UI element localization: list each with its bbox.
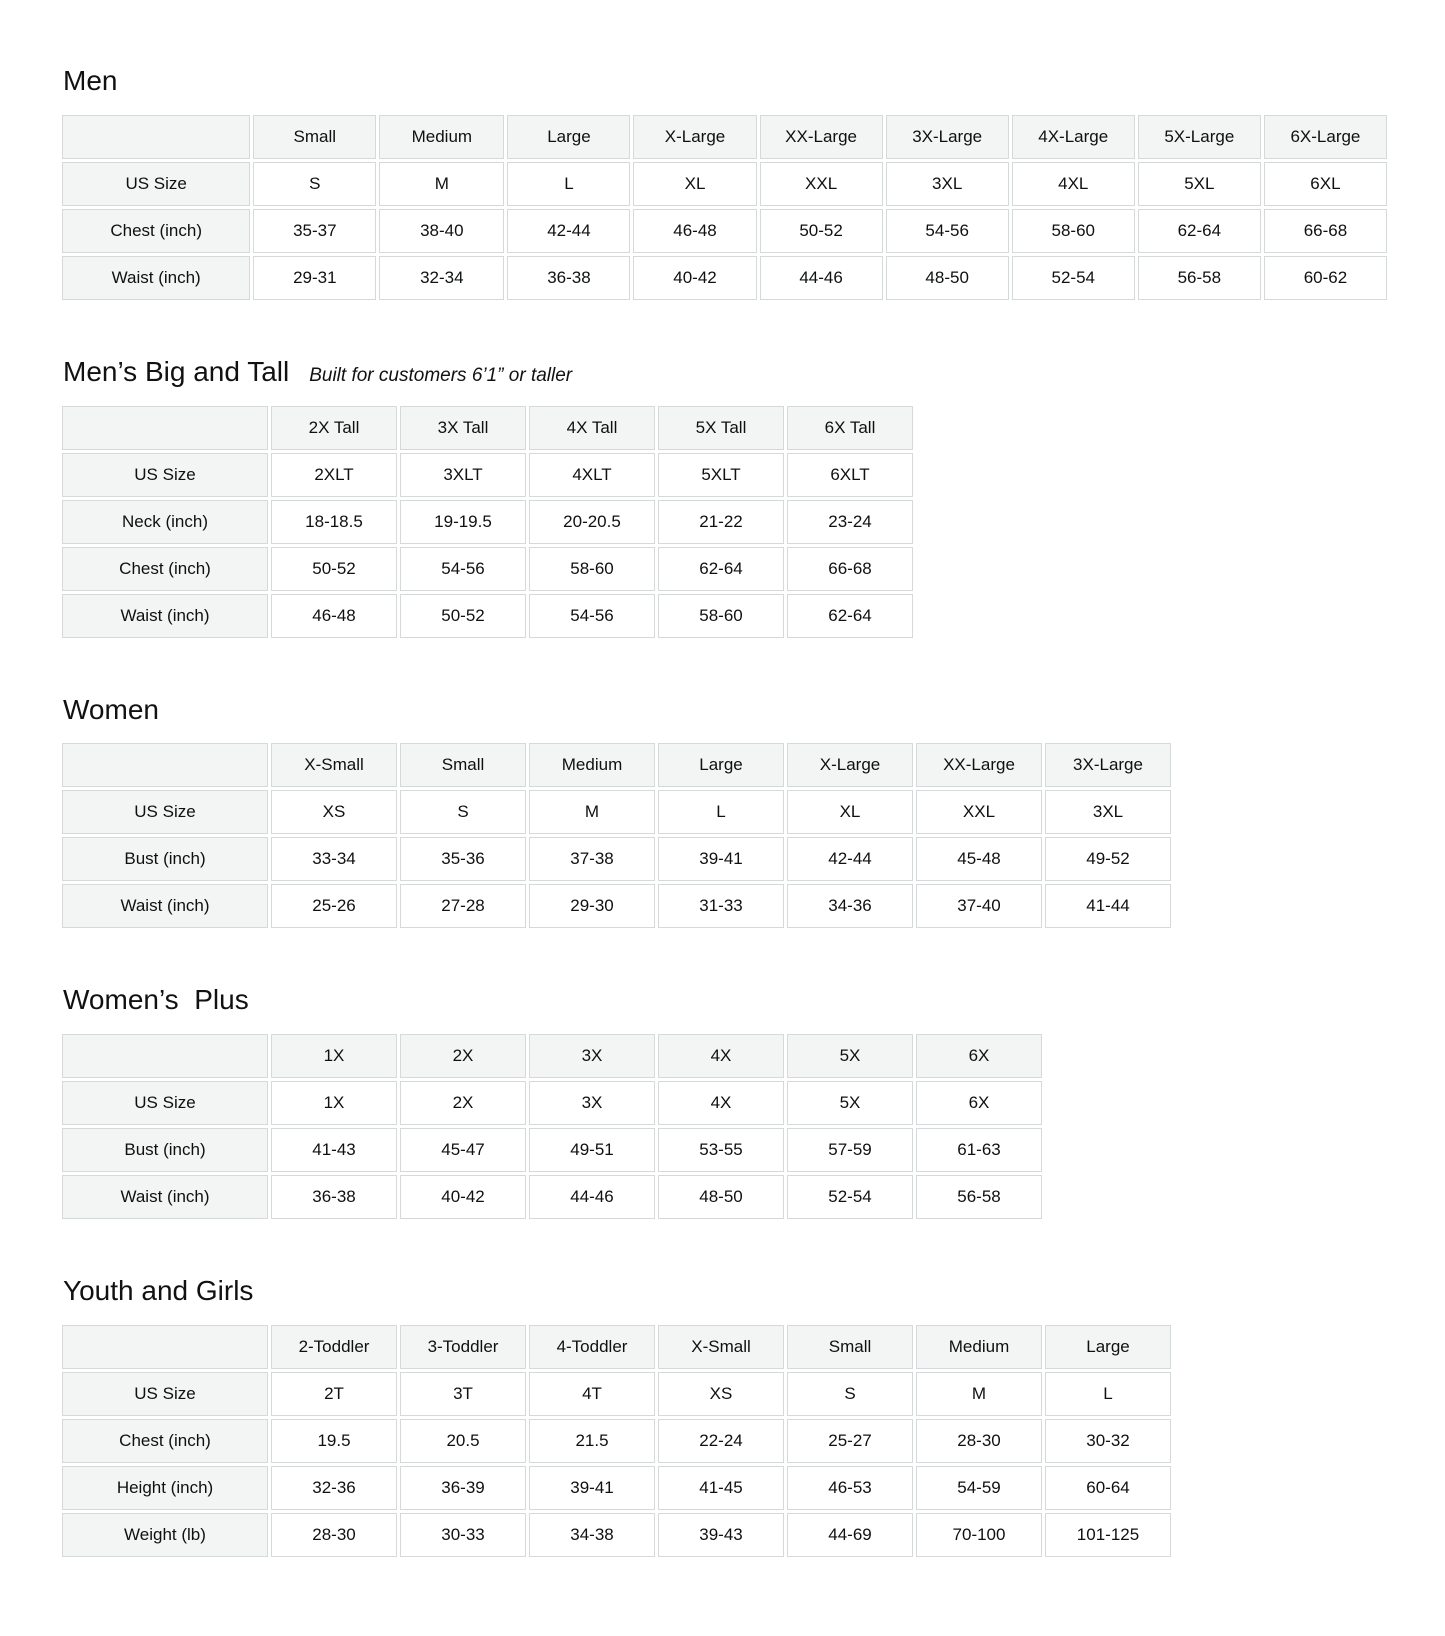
value-cell: 52-54	[1012, 256, 1135, 300]
table-row	[62, 547, 913, 591]
column-header: 6X Tall	[787, 406, 913, 450]
value-cell: 44-69	[787, 1513, 913, 1557]
value-cell: 6XLT	[787, 453, 913, 497]
value-cell: 50-52	[271, 547, 397, 591]
table-row	[62, 162, 1387, 206]
value-cell: 3X	[529, 1081, 655, 1125]
value-cell: 58-60	[529, 547, 655, 591]
size-section	[63, 355, 1390, 641]
value-cell: 4T	[529, 1372, 655, 1416]
value-cell: 25-27	[787, 1419, 913, 1463]
table-row	[62, 1513, 1171, 1557]
corner-cell	[62, 1325, 268, 1369]
row-label: US Size	[62, 1372, 268, 1416]
value-cell: 4X	[658, 1081, 784, 1125]
corner-cell	[62, 406, 268, 450]
column-header: 4X-Large	[1012, 115, 1135, 159]
value-cell: 3T	[400, 1372, 526, 1416]
column-header: Large	[1045, 1325, 1171, 1369]
column-header: X-Large	[787, 743, 913, 787]
value-cell: 2X	[400, 1081, 526, 1125]
corner-cell	[62, 115, 250, 159]
table-row	[62, 790, 1171, 834]
value-cell: 56-58	[916, 1175, 1042, 1219]
row-label: US Size	[62, 453, 268, 497]
row-label: Weight (lb)	[62, 1513, 268, 1557]
value-cell: 44-46	[529, 1175, 655, 1219]
value-cell: 54-59	[916, 1466, 1042, 1510]
header-row	[62, 743, 1171, 787]
value-cell: XL	[787, 790, 913, 834]
value-cell: 28-30	[271, 1513, 397, 1557]
value-cell: 41-44	[1045, 884, 1171, 928]
value-cell: 46-48	[633, 209, 756, 253]
value-cell: L	[1045, 1372, 1171, 1416]
value-cell: M	[916, 1372, 1042, 1416]
size-table-body	[62, 162, 1387, 300]
value-cell: XXL	[916, 790, 1042, 834]
size-table	[59, 1322, 1174, 1560]
column-header: 4-Toddler	[529, 1325, 655, 1369]
row-label: Chest (inch)	[62, 547, 268, 591]
value-cell: 1X	[271, 1081, 397, 1125]
value-cell: 49-52	[1045, 837, 1171, 881]
size-section	[63, 64, 1390, 303]
column-header: 6X-Large	[1264, 115, 1387, 159]
value-cell: 66-68	[787, 547, 913, 591]
column-header: 2-Toddler	[271, 1325, 397, 1369]
value-cell: 45-48	[916, 837, 1042, 881]
value-cell: 60-64	[1045, 1466, 1171, 1510]
column-header: 2X	[400, 1034, 526, 1078]
column-header: 3X	[529, 1034, 655, 1078]
value-cell: M	[379, 162, 504, 206]
value-cell: 2T	[271, 1372, 397, 1416]
value-cell: 44-46	[760, 256, 883, 300]
section-title: Women’s Plus	[63, 984, 249, 1016]
value-cell: 37-40	[916, 884, 1042, 928]
value-cell: 42-44	[507, 209, 630, 253]
column-header: Medium	[529, 743, 655, 787]
row-label: Chest (inch)	[62, 1419, 268, 1463]
column-header: 3X-Large	[1045, 743, 1171, 787]
value-cell: 39-43	[658, 1513, 784, 1557]
value-cell: L	[658, 790, 784, 834]
value-cell: 46-53	[787, 1466, 913, 1510]
section-heading	[63, 64, 1390, 98]
table-row	[62, 1466, 1171, 1510]
value-cell: 21.5	[529, 1419, 655, 1463]
row-label: Chest (inch)	[62, 209, 250, 253]
value-cell: 34-36	[787, 884, 913, 928]
column-header: 1X	[271, 1034, 397, 1078]
value-cell: 19.5	[271, 1419, 397, 1463]
column-header: Large	[507, 115, 630, 159]
value-cell: 35-36	[400, 837, 526, 881]
column-header: 6X	[916, 1034, 1042, 1078]
value-cell: 61-63	[916, 1128, 1042, 1172]
size-table-body	[62, 790, 1171, 928]
size-table	[59, 1031, 1045, 1222]
section-title: Men’s Big and Tall	[63, 355, 290, 387]
column-header: 5X	[787, 1034, 913, 1078]
size-table-head	[62, 115, 1387, 159]
value-cell: 35-37	[253, 209, 376, 253]
value-cell: 27-28	[400, 884, 526, 928]
table-row	[62, 1128, 1042, 1172]
row-label: Bust (inch)	[62, 837, 268, 881]
row-label: Waist (inch)	[62, 1175, 268, 1219]
value-cell: 50-52	[760, 209, 883, 253]
column-header: X-Small	[658, 1325, 784, 1369]
row-label: Waist (inch)	[62, 594, 268, 638]
corner-cell	[62, 743, 268, 787]
value-cell: 41-43	[271, 1128, 397, 1172]
value-cell: 29-31	[253, 256, 376, 300]
column-header: X-Large	[633, 115, 756, 159]
size-table	[59, 740, 1174, 931]
header-row	[62, 1325, 1171, 1369]
value-cell: XS	[271, 790, 397, 834]
value-cell: 28-30	[916, 1419, 1042, 1463]
value-cell: 36-39	[400, 1466, 526, 1510]
value-cell: 20-20.5	[529, 500, 655, 544]
value-cell: 54-56	[529, 594, 655, 638]
value-cell: 52-54	[787, 1175, 913, 1219]
column-header: 2X Tall	[271, 406, 397, 450]
section-title: Women	[63, 693, 159, 725]
corner-cell	[62, 1034, 268, 1078]
value-cell: 29-30	[529, 884, 655, 928]
value-cell: 3XL	[886, 162, 1009, 206]
value-cell: 4XLT	[529, 453, 655, 497]
value-cell: 57-59	[787, 1128, 913, 1172]
value-cell: 5XL	[1138, 162, 1261, 206]
table-row	[62, 1175, 1042, 1219]
table-row	[62, 884, 1171, 928]
column-header: 3X-Large	[886, 115, 1009, 159]
section-title: Men	[63, 65, 118, 96]
row-label: Bust (inch)	[62, 1128, 268, 1172]
value-cell: 23-24	[787, 500, 913, 544]
value-cell: 62-64	[658, 547, 784, 591]
value-cell: 30-33	[400, 1513, 526, 1557]
value-cell: 39-41	[529, 1466, 655, 1510]
column-header: 4X	[658, 1034, 784, 1078]
table-row	[62, 837, 1171, 881]
value-cell: 101-125	[1045, 1513, 1171, 1557]
value-cell: 22-24	[658, 1419, 784, 1463]
size-section	[63, 983, 1390, 1222]
table-row	[62, 1419, 1171, 1463]
size-table	[59, 403, 916, 641]
table-row	[62, 500, 913, 544]
value-cell: XS	[658, 1372, 784, 1416]
value-cell: M	[529, 790, 655, 834]
value-cell: 5XLT	[658, 453, 784, 497]
header-row	[62, 1034, 1042, 1078]
size-table-head	[62, 406, 913, 450]
value-cell: 58-60	[658, 594, 784, 638]
value-cell: 19-19.5	[400, 500, 526, 544]
value-cell: 39-41	[658, 837, 784, 881]
row-label: US Size	[62, 1081, 268, 1125]
column-header: Large	[658, 743, 784, 787]
value-cell: 3XL	[1045, 790, 1171, 834]
value-cell: 46-48	[271, 594, 397, 638]
value-cell: 45-47	[400, 1128, 526, 1172]
section-subtitle: Built for customers 6’1” or taller	[309, 364, 573, 386]
value-cell: L	[507, 162, 630, 206]
value-cell: 4XL	[1012, 162, 1135, 206]
column-header: 3-Toddler	[400, 1325, 526, 1369]
value-cell: 32-36	[271, 1466, 397, 1510]
size-table-head	[62, 1034, 1042, 1078]
value-cell: 70-100	[916, 1513, 1042, 1557]
section-heading	[63, 1274, 1390, 1308]
value-cell: XL	[633, 162, 756, 206]
column-header: Small	[787, 1325, 913, 1369]
size-table-head	[62, 1325, 1171, 1369]
value-cell: 25-26	[271, 884, 397, 928]
row-label: Waist (inch)	[62, 256, 250, 300]
value-cell: 33-34	[271, 837, 397, 881]
value-cell: 66-68	[1264, 209, 1387, 253]
table-row	[62, 256, 1387, 300]
value-cell: 62-64	[787, 594, 913, 638]
row-label: US Size	[62, 162, 250, 206]
size-section	[63, 1274, 1390, 1560]
value-cell: 62-64	[1138, 209, 1261, 253]
row-label: Height (inch)	[62, 1466, 268, 1510]
value-cell: 20.5	[400, 1419, 526, 1463]
value-cell: 36-38	[271, 1175, 397, 1219]
size-table-body	[62, 1081, 1042, 1219]
value-cell: 60-62	[1264, 256, 1387, 300]
value-cell: 34-38	[529, 1513, 655, 1557]
header-row	[62, 115, 1387, 159]
value-cell: 48-50	[886, 256, 1009, 300]
size-chart-sections	[63, 64, 1390, 1560]
value-cell: 53-55	[658, 1128, 784, 1172]
value-cell: 50-52	[400, 594, 526, 638]
header-row	[62, 406, 913, 450]
value-cell: 6X	[916, 1081, 1042, 1125]
size-table-body	[62, 453, 913, 638]
value-cell: 58-60	[1012, 209, 1135, 253]
value-cell: 31-33	[658, 884, 784, 928]
value-cell: S	[400, 790, 526, 834]
column-header: 4X Tall	[529, 406, 655, 450]
section-heading	[63, 693, 1390, 727]
value-cell: 48-50	[658, 1175, 784, 1219]
column-header: 3X Tall	[400, 406, 526, 450]
value-cell: 49-51	[529, 1128, 655, 1172]
value-cell: 38-40	[379, 209, 504, 253]
column-header: XX-Large	[916, 743, 1042, 787]
table-row	[62, 1081, 1042, 1125]
size-table-head	[62, 743, 1171, 787]
column-header: Medium	[379, 115, 504, 159]
value-cell: 40-42	[400, 1175, 526, 1219]
value-cell: S	[253, 162, 376, 206]
column-header: Medium	[916, 1325, 1042, 1369]
table-row	[62, 594, 913, 638]
value-cell: 54-56	[886, 209, 1009, 253]
value-cell: 18-18.5	[271, 500, 397, 544]
value-cell: 5X	[787, 1081, 913, 1125]
value-cell: 41-45	[658, 1466, 784, 1510]
section-heading	[63, 983, 1390, 1017]
section-title: Youth and Girls	[63, 1275, 254, 1307]
column-header: Small	[400, 743, 526, 787]
row-label: Neck (inch)	[62, 500, 268, 544]
value-cell: 40-42	[633, 256, 756, 300]
table-row	[62, 1372, 1171, 1416]
size-section	[63, 693, 1390, 932]
row-label: US Size	[62, 790, 268, 834]
size-table	[59, 112, 1390, 303]
value-cell: S	[787, 1372, 913, 1416]
value-cell: 54-56	[400, 547, 526, 591]
value-cell: 30-32	[1045, 1419, 1171, 1463]
value-cell: 21-22	[658, 500, 784, 544]
table-row	[62, 209, 1387, 253]
column-header: XX-Large	[760, 115, 883, 159]
column-header: Small	[253, 115, 376, 159]
value-cell: 36-38	[507, 256, 630, 300]
size-table-body	[62, 1372, 1171, 1557]
section-heading	[63, 355, 1390, 389]
value-cell: 42-44	[787, 837, 913, 881]
value-cell: 37-38	[529, 837, 655, 881]
value-cell: 6XL	[1264, 162, 1387, 206]
column-header: 5X Tall	[658, 406, 784, 450]
table-row	[62, 453, 913, 497]
value-cell: 56-58	[1138, 256, 1261, 300]
value-cell: 32-34	[379, 256, 504, 300]
column-header: X-Small	[271, 743, 397, 787]
value-cell: 3XLT	[400, 453, 526, 497]
value-cell: 2XLT	[271, 453, 397, 497]
row-label: Waist (inch)	[62, 884, 268, 928]
column-header: 5X-Large	[1138, 115, 1261, 159]
value-cell: XXL	[760, 162, 883, 206]
